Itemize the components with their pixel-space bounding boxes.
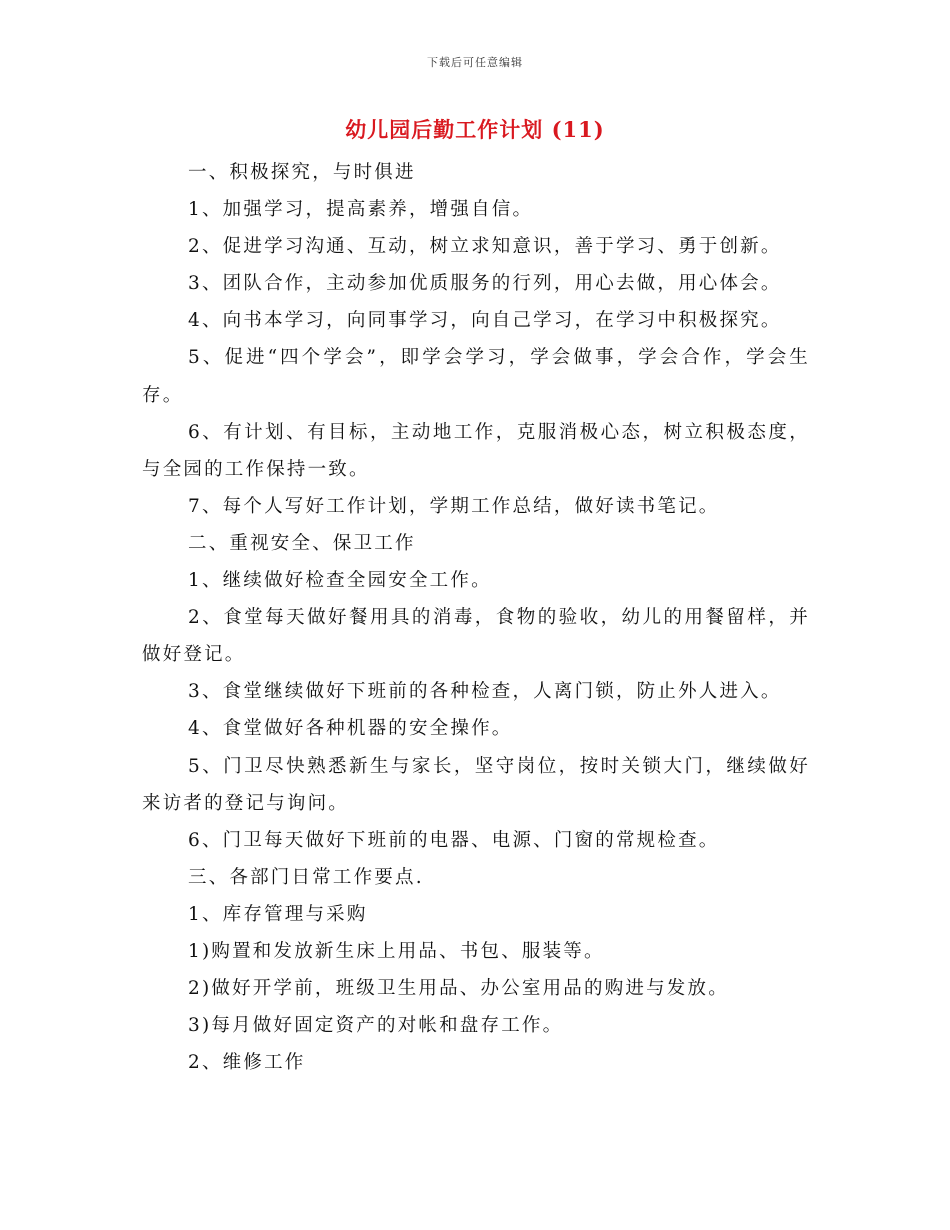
section-heading: 二、重视安全、保卫工作 xyxy=(188,532,416,554)
document-body xyxy=(142,154,810,1081)
subsection-heading: 2、维修工作 xyxy=(188,1052,306,1074)
body-paragraph: 1、继续做好检查全园安全工作。 xyxy=(188,570,492,592)
section-heading: 三、各部门日常工作要点. xyxy=(188,866,424,888)
body-paragraph: 3、食堂继续做好下班前的各种检查，人离门锁，防止外人进入。 xyxy=(188,681,782,703)
body-paragraph: 5、促进“四个学会”，即学会学习，学会做事，学会合作，学会生存。 xyxy=(142,347,810,406)
body-paragraph: 6、门卫每天做好下班前的电器、电源、门窗的常规检查。 xyxy=(188,829,720,851)
section-heading: 一、积极探究，与时俱进 xyxy=(188,162,416,183)
subsection-heading: 1、库存管理与采购 xyxy=(188,903,368,925)
body-paragraph: 2、促进学习沟通、互动，树立求知意识，善于学习、勇于创新。 xyxy=(188,236,782,258)
body-paragraph: 2)做好开学前，班级卫生用品、办公室用品的购进与发放。 xyxy=(188,978,729,1000)
document-title: 幼儿园后勤工作计划 (11) xyxy=(345,117,605,142)
body-paragraph: 3)每月做好固定资产的对帐和盘存工作。 xyxy=(188,1015,564,1037)
body-paragraph: 5、门卫尽快熟悉新生与家长，坚守岗位，按时关锁大门，继续做好来访者的登记与询问。 xyxy=(142,755,810,814)
body-paragraph: 2、食堂每天做好餐用具的消毒，食物的验收，幼儿的用餐留样，并做好登记。 xyxy=(142,607,810,666)
header-note: 下载后可任意编辑 xyxy=(427,56,523,69)
body-paragraph: 7、每个人写好工作计划，学期工作总结，做好读书笔记。 xyxy=(188,495,720,517)
body-paragraph: 3、团队合作，主动参加优质服务的行列，用心去做，用心体会。 xyxy=(188,273,782,295)
body-paragraph: 4、食堂做好各种机器的安全操作。 xyxy=(188,718,513,740)
body-paragraph: 6、有计划、有目标，主动地工作，克服消极心态，树立积极态度，与全园的工作保持一致。 xyxy=(142,421,810,480)
body-paragraph: 4、向书本学习，向同事学习，向自己学习，在学习中积极探究。 xyxy=(188,310,782,332)
body-paragraph: 1)购置和发放新生床上用品、书包、服装等。 xyxy=(188,940,605,962)
body-paragraph: 1、加强学习，提高素养，增强自信。 xyxy=(188,199,534,221)
